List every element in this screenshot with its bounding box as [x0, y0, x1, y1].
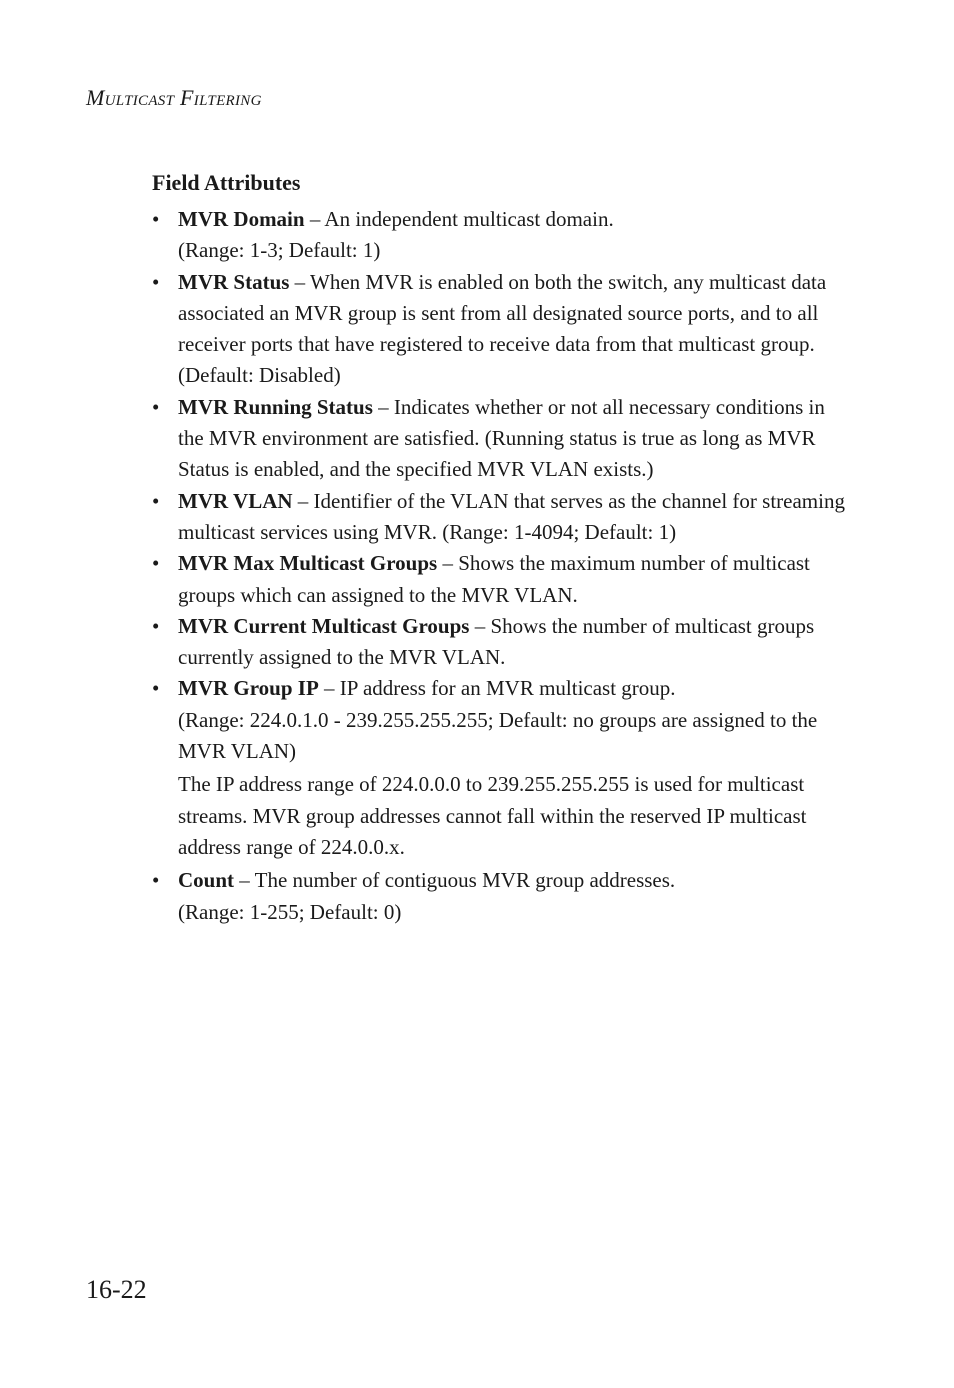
bullet-icon: •: [152, 207, 160, 231]
field-description: – IP address for an MVR multicast group.: [318, 676, 676, 701]
field-term: MVR Running Status: [178, 394, 373, 419]
field-description: – An independent multicast domain.: [304, 207, 614, 231]
field-description: – When MVR is enabled on both the switch, any multicast data associated an MVR group is sent from all designated source ports, and to all receiver ports that have registered to receive data from that multicast group. (Default: Disabled): [178, 269, 827, 388]
field-range: (Range: 1-3; Default: 1): [178, 238, 381, 263]
field-term: MVR Current Multicast Groups: [178, 613, 470, 638]
section-title: Field Attributes: [152, 170, 301, 195]
field-range: (Range: 1-255; Default: 0): [178, 899, 402, 924]
list-item-mvr-max-multicast-groups: [152, 548, 852, 611]
page-number: 16-22: [86, 1275, 147, 1304]
list-item-mvr-vlan: [152, 486, 852, 549]
field-term: MVR VLAN: [178, 488, 293, 513]
bullet-icon: •: [152, 676, 160, 701]
running-header: Multicast Filtering: [86, 85, 262, 110]
field-attributes-list: [152, 204, 852, 928]
field-term: MVR Max Multicast Groups: [178, 551, 438, 576]
field-term: MVR Group IP: [178, 676, 319, 701]
list-item-mvr-group-ip: [152, 673, 852, 863]
field-description: – Shows the number of multicast groups currently assigned to the MVR VLAN.: [178, 613, 815, 670]
main-content: [152, 168, 852, 928]
list-item-mvr-running-status: [152, 392, 852, 486]
bullet-icon: •: [152, 394, 160, 419]
field-range: (Range: 224.0.1.0 - 239.255.255.255; Default: no groups are assigned to the MVR VLAN): [178, 707, 818, 764]
bullet-icon: •: [152, 868, 160, 893]
list-item-mvr-domain: [152, 204, 852, 267]
list-item-count: [152, 865, 852, 928]
field-description: – Indicates whether or not all necessary conditions in the MVR environment are satisfied. (Running status is true as long as MVR Status is enabled, and the specified MVR VLAN exists.): [178, 394, 825, 482]
field-note: The IP address range of 224.0.0.0 to 239.255.255.255 is used for multicast streams. MVR group addresses cannot fall within the reserved IP multicast address range of 224.0.0.x.: [178, 772, 807, 859]
bullet-icon: •: [152, 488, 160, 513]
bullet-icon: •: [152, 551, 160, 576]
field-term: MVR Domain: [178, 207, 305, 231]
field-term: Count: [178, 868, 235, 893]
list-item-mvr-status: [152, 267, 852, 392]
field-description: – The number of contiguous MVR group addresses.: [234, 868, 676, 893]
list-item-mvr-current-multicast-groups: [152, 611, 852, 674]
bullet-icon: •: [152, 269, 160, 294]
field-description: – Shows the maximum number of multicast groups which can assigned to the MVR VLAN.: [178, 551, 810, 607]
bullet-icon: •: [152, 613, 160, 638]
field-description: – Identifier of the VLAN that serves as the channel for streaming multicast services using MVR. (Range: 1-4094; Default: 1): [178, 488, 845, 544]
field-term: MVR Status: [178, 269, 290, 294]
